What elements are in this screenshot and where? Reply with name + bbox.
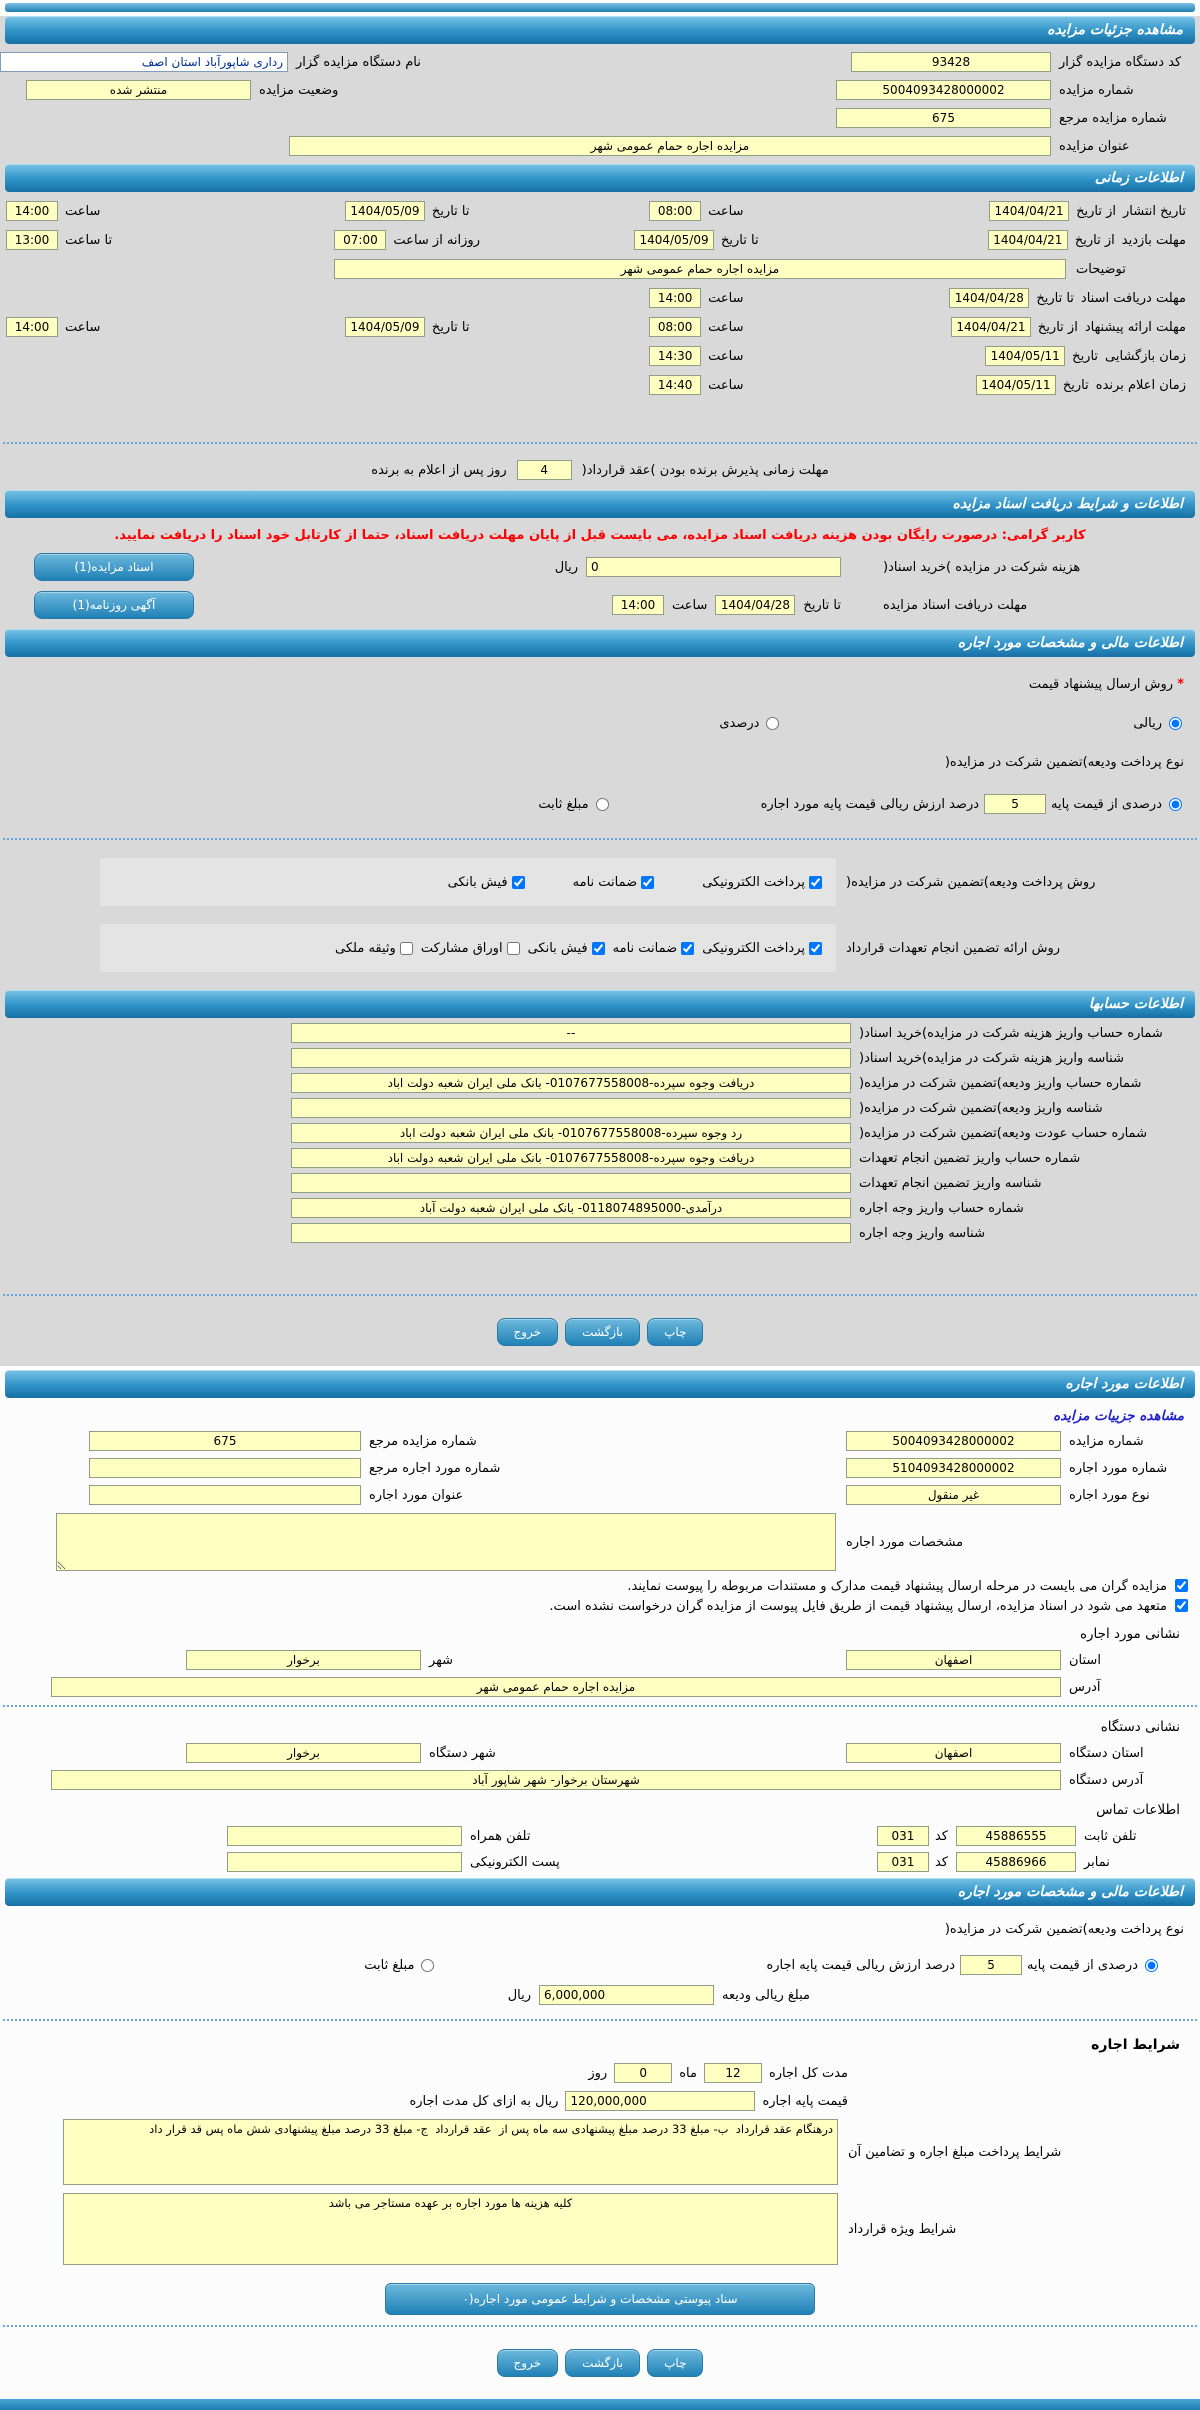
account-label: شماره حساب واریز ودیعه)تضمین شرکت در مزایده( — [859, 1075, 1142, 1091]
mid-action-buttons — [0, 1304, 1200, 1362]
deposit-type-options — [0, 1955, 1160, 1975]
publish-from-date-field[interactable]: 1404/04/21 — [989, 201, 1069, 221]
winner-announce-label: زمان اعلام برنده — [1095, 377, 1186, 393]
day-unit-label: روز — [588, 2065, 608, 2081]
account-row — [0, 1148, 1186, 1168]
fixed-amount-label: مبلغ ثابت — [364, 1957, 415, 1973]
publish-date-row — [6, 201, 1186, 221]
rental-item-region — [0, 1370, 1200, 2399]
participation-fee-field[interactable]: 0 — [586, 557, 841, 577]
opening-date-field[interactable]: 1404/05/11 — [985, 346, 1065, 366]
hour-label: ساعت — [708, 377, 744, 393]
auction-org-code-field[interactable]: 93428 — [851, 52, 1051, 72]
landline-code-field[interactable]: 031 — [877, 1826, 929, 1846]
separator — [3, 1294, 1197, 1296]
rental-row-1 — [0, 1431, 1186, 1451]
section-header-accounts — [5, 990, 1195, 1018]
section-title: اطلاعات مالی و مشخصات مورد اجاره — [957, 635, 1183, 651]
account-row — [0, 1198, 1186, 1218]
price-offer-method-label: روش ارسال پیشنهاد قیمت — [1028, 677, 1174, 692]
participation-bonds-label: اوراق مشارکت — [420, 940, 503, 956]
landline-field[interactable]: 45886555 — [956, 1826, 1076, 1846]
deposit-percent-field[interactable]: 5 — [984, 794, 1046, 814]
currency-label: ریال — [554, 559, 578, 575]
province-label: استان — [1069, 1652, 1101, 1668]
percent-of-base-radio[interactable] — [1169, 798, 1182, 811]
account-label: شناسه واریز ودیعه)تضمین شرکت در مزایده( — [859, 1100, 1103, 1116]
account-row — [0, 1173, 1186, 1193]
special-terms-label: شرایط ویژه قرارداد — [848, 2221, 957, 2237]
visit-from-date-field[interactable]: 1404/04/21 — [988, 230, 1068, 250]
attachment-required-checkbox[interactable] — [1175, 1579, 1188, 1592]
exit-button[interactable]: خروج — [497, 2349, 559, 2377]
account-row — [0, 1023, 1186, 1043]
electronic-payment-checkbox[interactable] — [809, 876, 822, 889]
phone-row — [0, 1826, 1186, 1846]
docs-deadline-date-field[interactable]: 1404/04/28 — [949, 288, 1029, 308]
price-offer-method-label-row — [0, 677, 1184, 692]
visit-deadline-row — [6, 230, 1186, 250]
participation-bonds-checkbox[interactable] — [507, 942, 520, 955]
account-label: شناسه واریز وجه اجاره — [859, 1225, 985, 1241]
rental-address-heading: نشانی مورد اجاره — [1079, 1626, 1180, 1642]
docs-receive-deadline-row — [6, 288, 1186, 308]
offer-deadline-label: مهلت ارائه پیشنهاد — [1084, 319, 1186, 335]
account-label: شماره حساب واریز وجه اجاره — [859, 1200, 1024, 1216]
percent-option-label: درصدی — [719, 716, 760, 731]
deposit-type-label-row — [0, 1922, 1184, 1937]
org-address-row — [0, 1770, 1186, 1790]
section-header-financial-2 — [5, 1878, 1195, 1906]
rental-item-ref-label: شماره مورد اجاره مرجع — [369, 1460, 501, 1476]
percent-of-base-label: درصدی از قیمت پایه — [1051, 796, 1162, 812]
newspaper-ad-button[interactable]: آگهی روزنامه(1) — [34, 591, 194, 619]
account-label: شناسه واریز تضمین انجام تعهدات — [859, 1175, 1042, 1191]
fax-row — [0, 1852, 1186, 1872]
percent-of-base-suffix: درصد ارزش ریالی قیمت پایه مورد اجاره — [760, 796, 980, 812]
section-header-docs — [5, 490, 1195, 518]
no-file-offer-text: متعهد می شود در اسناد مزایده، ارسال پیشنهاد قیمت از طریق فایل پیوست از مزایده گران درخواست نشده است. — [549, 1599, 1167, 1614]
contract-guarantee-methods-band — [100, 924, 836, 972]
docs-warning-text: کاربر گرامی: درصورت رایگان بودن هزینه دریافت اسناد مزایده، می بایست قبل از پایان مهلت دریافت اسناد، حتما از کارتابل خود اسناد را دریافت نمایید. — [114, 528, 1086, 543]
winner-announce-row — [6, 375, 1186, 395]
bank-slip-label: فیش بانکی — [447, 874, 508, 890]
base-price-field[interactable]: 120,000,000 — [565, 2091, 755, 2111]
rental-item-number-label: شماره مورد اجاره — [1069, 1460, 1168, 1476]
percent-of-base-label: درصدی از قیمت پایه — [1027, 1957, 1138, 1973]
percent-radio[interactable] — [766, 717, 779, 730]
no-file-offer-note — [0, 1599, 1190, 1614]
rental-duration-row — [0, 2063, 848, 2083]
account-field[interactable]: رد وجوه سپرده-0107677558008- بانک ملی ایران شعبه دولت اباد — [291, 1123, 851, 1143]
org-address-heading: نشانی دستگاه — [1100, 1719, 1180, 1735]
until-hour-label: تا ساعت — [65, 232, 113, 248]
view-auction-details-link-row — [0, 1408, 1184, 1424]
auction-status-label: وضعیت مزایده — [259, 82, 339, 98]
deposit-payment-methods-band — [100, 858, 836, 906]
details-row-1 — [0, 52, 1186, 72]
electronic-payment-checkbox[interactable] — [809, 942, 822, 955]
section-title: اطلاعات زمانی — [1094, 170, 1183, 186]
rental-row-2 — [0, 1458, 1186, 1478]
payment-terms-textarea[interactable] — [63, 2119, 838, 2185]
auction-status-field[interactable]: منتشر شده — [26, 80, 251, 100]
from-date-label: از تاریخ — [1037, 319, 1078, 335]
to-date-label: تا تاریخ — [431, 203, 470, 219]
daily-from-label: روزانه از ساعت — [393, 232, 480, 248]
publish-to-time-field[interactable]: 14:00 — [6, 201, 58, 221]
back-button[interactable]: بازگشت — [565, 1318, 640, 1346]
section-title: اطلاعات مورد اجاره — [1065, 1376, 1183, 1392]
auction-number-field[interactable]: 5004093428000002 — [836, 80, 1051, 100]
area-code-label: کد — [934, 1828, 948, 1844]
guarantee-letter-label: ضمانت نامه — [612, 940, 678, 956]
description-field[interactable]: مزایده اجاره حمام عمومی شهر — [334, 259, 1066, 279]
offer-to-date-field[interactable]: 1404/05/09 — [345, 317, 425, 337]
fixed-amount-radio[interactable] — [421, 1959, 434, 1972]
rental-province-city-row — [0, 1650, 1186, 1670]
bottom-accent-bar — [0, 2399, 1200, 2410]
guarantee-letter-checkbox[interactable] — [641, 876, 654, 889]
account-label: شماره حساب واریز هزینه شرکت در مزایده)خرید اسناد( — [859, 1025, 1163, 1041]
city-field[interactable]: برخوار — [186, 1650, 421, 1670]
base-price-label: قیمت پایه اجاره — [762, 2093, 848, 2109]
account-label: شماره حساب عودت ودیعه)تضمین شرکت در مزایده( — [859, 1125, 1147, 1141]
bank-slip-checkbox[interactable] — [592, 942, 605, 955]
to-date-label: تا تاریخ — [431, 319, 470, 335]
auction-docs-button[interactable]: اسناد مزایده(1) — [34, 553, 194, 581]
account-field[interactable] — [291, 1048, 851, 1068]
electronic-payment-label: پرداخت الکترونیکی — [702, 874, 805, 890]
acceptance-suffix: روز پس از اعلام به برنده — [371, 462, 507, 478]
required-asterisk: * — [1177, 677, 1184, 692]
contact-info-heading: اطلاعات تماس — [1096, 1802, 1180, 1818]
account-field[interactable]: دریافت وجوه سپرده-0107677558008- بانک ملی ایران شعبه دولت اباد — [291, 1148, 851, 1168]
docs-deadline-label: مهلت دریافت اسناد — [1080, 290, 1186, 306]
bottom-action-buttons — [0, 2335, 1200, 2393]
winner-date-field[interactable]: 1404/05/11 — [976, 375, 1056, 395]
rial-option-label: ریالی — [1133, 716, 1162, 731]
section-title: اطلاعات و شرایط دریافت اسناد مزایده — [952, 496, 1183, 512]
org-province-field[interactable]: اصفهان — [846, 1743, 1061, 1763]
separator — [3, 1705, 1197, 1707]
timing-description-row — [0, 259, 1186, 279]
publish-to-date-field[interactable]: 1404/05/09 — [345, 201, 425, 221]
to-date-label: تا تاریخ — [1036, 290, 1074, 306]
auction-number-label: شماره مزایده — [1059, 82, 1134, 98]
property-collateral-checkbox[interactable] — [400, 942, 413, 955]
publish-from-time-field[interactable]: 08:00 — [649, 201, 701, 221]
account-field[interactable] — [291, 1223, 851, 1243]
deposit-type-options — [0, 794, 1184, 814]
deposit-amount-label: مبلغ ریالی ودیعه — [722, 1987, 810, 2003]
auction-ref-label: شماره مزایده مرجع — [369, 1433, 477, 1449]
auction-org-name-field[interactable]: رداری شاپورآباد استان اصف — [0, 52, 288, 72]
rental-spec-textarea[interactable] — [56, 1513, 836, 1571]
area-code-label: کد — [934, 1854, 948, 1870]
docs-deadline-date-field[interactable]: 1404/04/28 — [715, 595, 795, 615]
opening-label: زمان بازگشایی — [1105, 348, 1186, 364]
hour-label: ساعت — [708, 319, 744, 335]
to-date-label: تا تاریخ — [721, 232, 759, 248]
exit-button[interactable]: خروج — [497, 1318, 559, 1346]
rental-row-3 — [0, 1485, 1186, 1505]
separator — [3, 2019, 1197, 2021]
org-city-label: شهر دستگاه — [429, 1745, 496, 1761]
mobile-field[interactable] — [227, 1826, 462, 1846]
hour-label: ساعت — [672, 597, 708, 613]
view-auction-details-link[interactable]: مشاهده جزییات مزایده — [1053, 1408, 1184, 1424]
duration-label: مدت کل اجاره — [768, 2065, 848, 2081]
date-label: تاریخ — [1062, 377, 1089, 393]
rental-spec-row — [0, 1513, 1186, 1571]
rental-item-ref-field[interactable] — [89, 1458, 361, 1478]
fax-field[interactable]: 45886966 — [956, 1852, 1076, 1872]
hour-label: ساعت — [708, 290, 744, 306]
offer-from-time-field[interactable]: 08:00 — [649, 317, 701, 337]
visit-label: مهلت بازدید — [1121, 232, 1186, 248]
from-date-label: از تاریخ — [1074, 232, 1115, 248]
publish-date-label: تاریخ انتشار — [1123, 203, 1186, 219]
opening-time-row — [6, 346, 1186, 366]
auction-number-label: شماره مزایده — [1069, 1433, 1144, 1449]
guarantee-letter-label: ضمانت نامه — [572, 874, 638, 890]
auction-details-region — [0, 16, 1200, 1366]
rial-radio[interactable] — [1169, 717, 1182, 730]
account-row — [0, 1073, 1186, 1093]
auction-org-code-label: کد دستگاه مزایده گزار — [1059, 54, 1182, 70]
address-label: آدرس — [1069, 1679, 1101, 1695]
rental-item-title-field[interactable] — [89, 1485, 361, 1505]
account-label: شناسه واریز هزینه شرکت در مزایده)خرید اسناد( — [859, 1050, 1124, 1066]
org-province-label: استان دستگاه — [1069, 1745, 1144, 1761]
mobile-label: تلفن همراه — [469, 1828, 531, 1844]
visit-to-date-field[interactable]: 1404/05/09 — [634, 230, 714, 250]
attachment-required-note — [0, 1579, 1190, 1594]
section-title: اطلاعات حسابها — [1088, 996, 1183, 1012]
section-title: اطلاعات مالی و مشخصات مورد اجاره — [957, 1884, 1183, 1900]
account-field[interactable]: درآمدی-0118074895000- بانک ملی ایران شعبه دولت آباد — [291, 1198, 851, 1218]
account-field[interactable] — [291, 1098, 851, 1118]
base-price-row — [0, 2091, 848, 2111]
auction-number-field[interactable]: 5004093428000002 — [846, 1431, 1061, 1451]
rental-address-row — [0, 1677, 1186, 1697]
fixed-amount-label: مبلغ ثابت — [538, 796, 589, 812]
docs-deadline-time-field[interactable]: 14:00 — [649, 288, 701, 308]
visit-until-field[interactable]: 13:00 — [6, 230, 58, 250]
province-field[interactable]: اصفهان — [846, 1650, 1061, 1670]
duration-months-field[interactable]: 12 — [704, 2063, 762, 2083]
section-title: مشاهده جزئیات مزایده — [1047, 22, 1183, 38]
electronic-payment-label: پرداخت الکترونیکی — [702, 940, 805, 956]
acceptance-label: مهلت زمانی پذیرش برنده بودن )عقد قرارداد( — [581, 462, 829, 478]
participation-fee-label: هزینه شرکت در مزایده )خرید اسناد( — [883, 559, 1081, 575]
fee-row — [34, 553, 1186, 581]
acceptance-period-row — [0, 460, 1200, 480]
rental-spec-label: مشخصات مورد اجاره — [846, 1534, 964, 1550]
attachment-button-row — [0, 2283, 1200, 2315]
opening-time-field[interactable]: 14:30 — [649, 346, 701, 366]
offer-deadline-row — [6, 317, 1186, 337]
separator — [3, 2325, 1197, 2327]
attachment-required-text: مزایده گران می بایست در مرحله ارسال پیشنهاد قیمت مدارک و مستندات مربوطه را پیوست نمایند. — [627, 1579, 1167, 1594]
percent-of-base-suffix: درصد ارزش ریالی قیمت پایه اجاره — [766, 1957, 956, 1973]
from-date-label: از تاریخ — [1076, 203, 1116, 219]
auction-ref-field[interactable]: 675 — [89, 1431, 361, 1451]
print-button[interactable]: چاپ — [647, 1318, 703, 1346]
deposit-amount-row — [0, 1985, 810, 2005]
fax-code-field[interactable]: 031 — [877, 1852, 929, 1872]
deposit-amount-field[interactable]: 6,000,000 — [539, 1985, 714, 2005]
print-button[interactable]: چاپ — [647, 2349, 703, 2377]
details-row-2 — [0, 80, 1186, 100]
acceptance-days-field[interactable]: 4 — [517, 460, 572, 480]
hour-label: ساعت — [65, 203, 101, 219]
account-row — [0, 1048, 1186, 1068]
section-header-auction-details — [5, 16, 1195, 44]
details-row-4 — [0, 136, 1186, 156]
special-terms-row — [0, 2193, 1186, 2265]
docs-deadline-row — [34, 591, 1186, 619]
account-field[interactable]: -- — [291, 1023, 851, 1043]
special-terms-textarea[interactable] — [63, 2193, 838, 2265]
bank-slip-checkbox[interactable] — [512, 876, 525, 889]
separator — [3, 442, 1197, 444]
docs-receive-deadline-label: مهلت دریافت اسناد مزایده — [883, 597, 1028, 613]
deposit-percent-field[interactable]: 5 — [960, 1955, 1022, 1975]
guarantee-letter-checkbox[interactable] — [681, 942, 694, 955]
rental-item-title-label: عنوان مورد اجاره — [369, 1487, 464, 1503]
property-collateral-label: وثیقه ملکی — [335, 940, 396, 956]
deposit-payment-methods-label: روش پرداخت ودیعه)تضمین شرکت در مزایده( — [846, 874, 1096, 890]
address-field[interactable]: مزایده اجاره حمام عمومی شهر — [51, 1677, 1061, 1697]
details-row-3 — [0, 108, 1186, 128]
section-header-timing — [5, 164, 1195, 192]
base-price-suffix: ریال به ازای کل مدت اجاره — [409, 2093, 559, 2109]
contract-guarantee-methods-row — [0, 924, 1186, 972]
attached-docs-button[interactable]: سناد پیوستی مشخصات و شرایط عمومی مورد اجاره(٠ — [385, 2283, 815, 2315]
winner-time-field[interactable]: 14:40 — [649, 375, 701, 395]
separator — [3, 838, 1197, 840]
account-row — [0, 1123, 1186, 1143]
rental-terms-heading: شرایط اجاره — [1091, 2037, 1180, 2053]
deposit-type-label: نوع پرداخت ودیعه)تضمین شرکت در مزایده( — [944, 755, 1184, 770]
rental-item-number-field[interactable]: 5104093428000002 — [846, 1458, 1061, 1478]
fax-label: نمابر — [1084, 1854, 1110, 1870]
payment-terms-row — [0, 2119, 1186, 2185]
date-label: تاریخ — [1072, 348, 1099, 364]
visit-daily-from-field[interactable]: 07:00 — [334, 230, 386, 250]
deposit-type-label-row — [0, 755, 1184, 770]
price-offer-method-options — [0, 716, 1184, 731]
contract-guarantee-methods-label: روش ارائه تضمین انجام تعهدات قرارداد — [846, 940, 1061, 956]
offer-from-date-field[interactable]: 1404/04/21 — [951, 317, 1031, 337]
no-file-offer-checkbox[interactable] — [1175, 1599, 1188, 1612]
org-city-field[interactable]: برخوار — [186, 1743, 421, 1763]
section-header-financial-1 — [5, 629, 1195, 657]
account-label: شماره حساب واریز تضمین انجام تعهدات — [859, 1150, 1081, 1166]
hour-label: ساعت — [708, 203, 744, 219]
rental-item-type-label: نوع مورد اجاره — [1069, 1487, 1150, 1503]
payment-terms-label: شرایط پرداخت مبلغ اجاره و تضامین آن — [848, 2144, 1062, 2160]
fixed-amount-radio[interactable] — [596, 798, 609, 811]
email-label: پست الکترونیکی — [469, 1854, 560, 1870]
bank-slip-label: فیش بانکی — [527, 940, 588, 956]
month-unit-label: ماه — [679, 2065, 697, 2081]
city-label: شهر — [429, 1652, 454, 1668]
hour-label: ساعت — [65, 319, 101, 335]
auction-title-label: عنوان مزایده — [1059, 138, 1130, 154]
back-button[interactable]: بازگشت — [565, 2349, 640, 2377]
org-province-city-row — [0, 1743, 1186, 1763]
org-address-field[interactable]: شهرستان برخوار- شهر شاپور آباد — [51, 1770, 1061, 1790]
account-field[interactable] — [291, 1173, 851, 1193]
landline-label: تلفن ثابت — [1084, 1828, 1137, 1844]
docs-deadline-time-field[interactable]: 14:00 — [612, 595, 664, 615]
offer-to-time-field[interactable]: 14:00 — [6, 317, 58, 337]
duration-days-field[interactable]: 0 — [614, 2063, 672, 2083]
account-field[interactable]: دریافت وجوه سپرده-0107677558008- بانک ملی ایران شعبه دولت اباد — [291, 1073, 851, 1093]
deposit-payment-methods-row — [0, 858, 1186, 906]
deposit-type-label: نوع پرداخت ودیعه)تضمین شرکت در مزایده( — [944, 1922, 1184, 1937]
to-date-label: تا تاریخ — [803, 597, 841, 613]
currency-label: ریال — [507, 1987, 532, 2003]
org-address-label: آدرس دستگاه — [1069, 1772, 1144, 1788]
account-row — [0, 1098, 1186, 1118]
percent-of-base-radio[interactable] — [1145, 1959, 1158, 1972]
auction-org-name-label: نام دستگاه مزایده گزار — [296, 54, 421, 70]
top-accent-bar — [5, 3, 1195, 12]
email-field[interactable] — [227, 1852, 462, 1872]
auction-ref-number-label: شماره مزایده مرجع — [1059, 110, 1167, 126]
auction-ref-number-field[interactable]: 675 — [836, 108, 1051, 128]
description-label: توضیحات — [1076, 261, 1126, 277]
account-row — [0, 1223, 1186, 1243]
auction-title-field[interactable]: مزایده اجاره حمام عمومی شهر — [289, 136, 1051, 156]
section-header-rental-item — [5, 1370, 1195, 1398]
hour-label: ساعت — [708, 348, 744, 364]
rental-item-type-field[interactable]: غیر منقول — [846, 1485, 1061, 1505]
